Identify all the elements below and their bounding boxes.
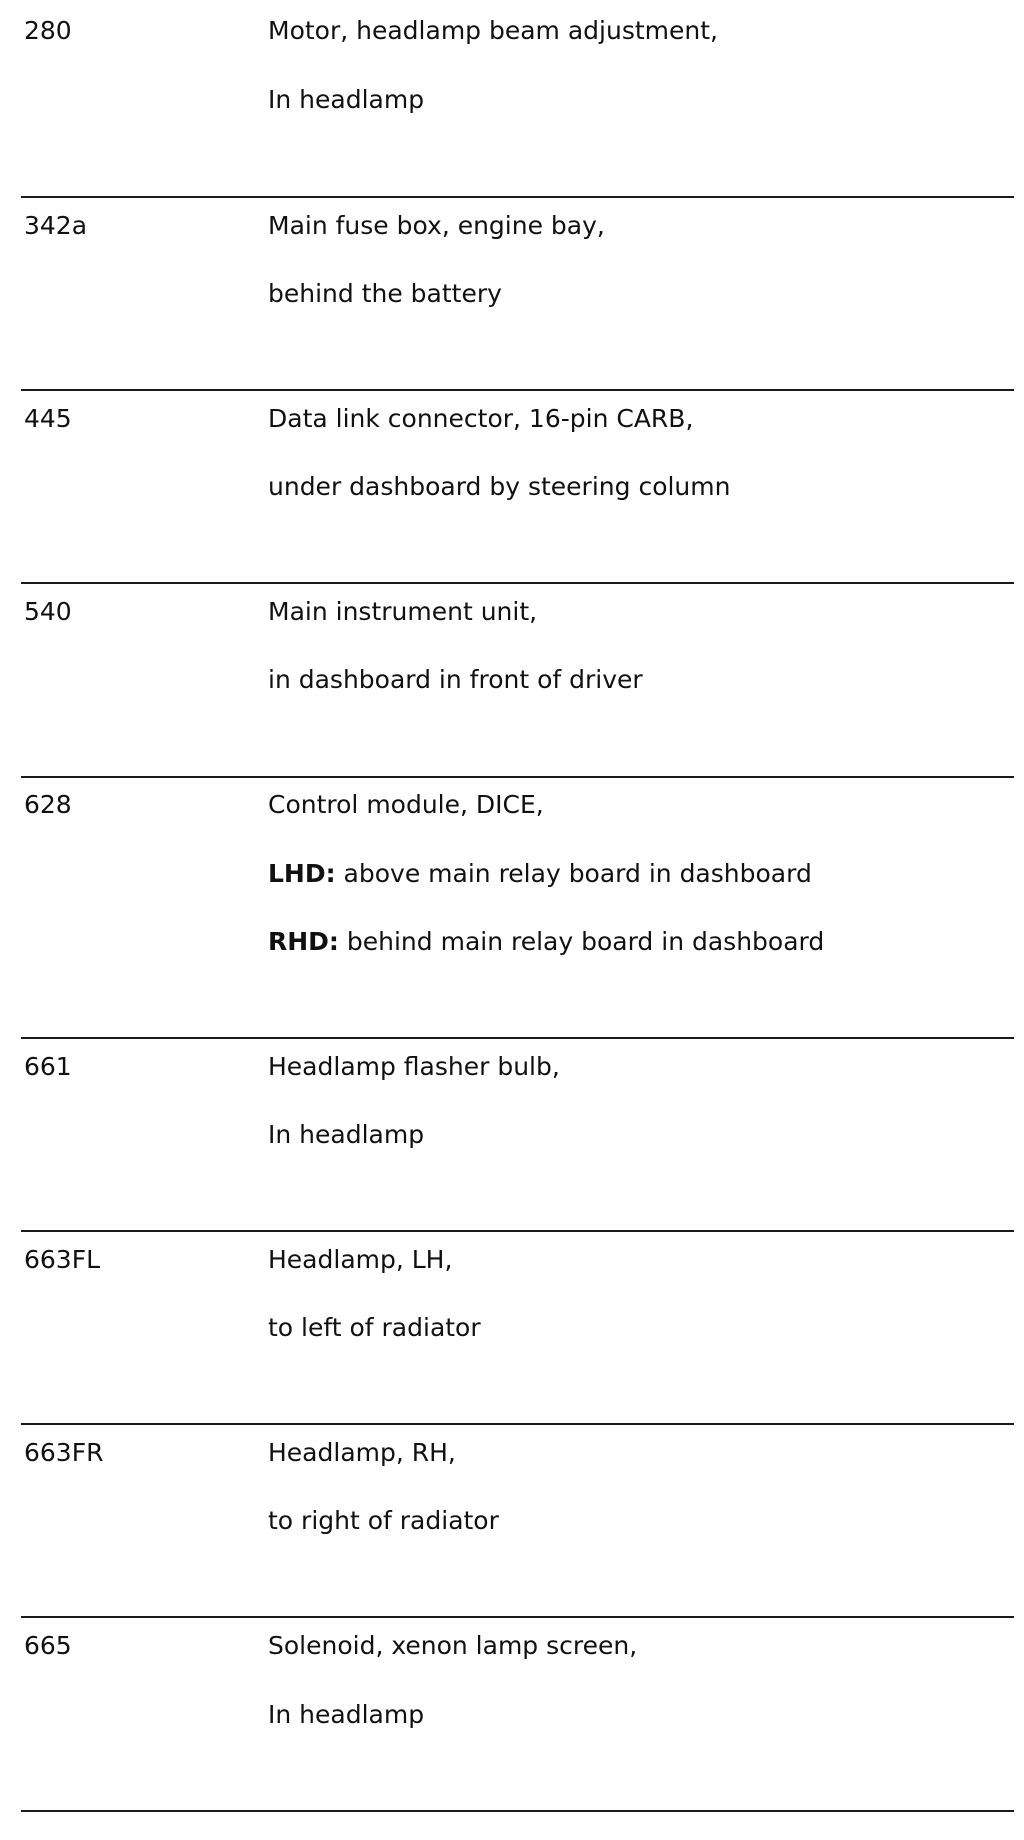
component-location: In headlamp: [268, 85, 425, 114]
row-divider: [21, 1037, 1014, 1039]
drive-side-tag: RHD:: [268, 927, 339, 956]
component-code: 540: [24, 597, 72, 626]
row-divider: [21, 1423, 1014, 1425]
component-description: Main fuse box, engine bay,: [268, 211, 605, 240]
component-location: In headlamp: [268, 1120, 425, 1149]
component-description: Motor, headlamp beam adjustment,: [268, 16, 718, 45]
component-code: 342a: [24, 211, 88, 240]
component-code: 663FL: [24, 1245, 101, 1274]
row-divider: [21, 776, 1014, 778]
component-location-rhd: [268, 927, 824, 957]
component-description: Main instrument unit,: [268, 597, 538, 626]
component-location: under dashboard by steering column: [268, 472, 731, 501]
row-divider: [21, 389, 1014, 391]
component-code: 663FR: [24, 1438, 104, 1467]
component-description: Solenoid, xenon lamp screen,: [268, 1631, 638, 1660]
component-location: in dashboard in front of driver: [268, 665, 643, 694]
component-location: behind the battery: [268, 279, 502, 308]
component-description: Control module, DICE,: [268, 790, 544, 819]
row-divider: [21, 1230, 1014, 1232]
component-location: to left of radiator: [268, 1313, 481, 1342]
component-location: In headlamp: [268, 1700, 425, 1729]
component-description: Headlamp, RH,: [268, 1438, 456, 1467]
row-divider: [21, 196, 1014, 198]
component-description: Headlamp, LH,: [268, 1245, 453, 1274]
row-divider: [21, 1810, 1014, 1812]
component-description: Headlamp flasher bulb,: [268, 1052, 560, 1081]
location-text: above main relay board in dashboard: [335, 859, 812, 888]
component-location: to right of radiator: [268, 1506, 499, 1535]
component-code: 445: [24, 404, 72, 433]
component-location-lhd: [268, 859, 812, 889]
component-description: Data link connector, 16-pin CARB,: [268, 404, 694, 433]
component-code: 665: [24, 1631, 72, 1660]
component-code: 628: [24, 790, 72, 819]
drive-side-tag: LHD:: [268, 859, 336, 888]
component-code: 661: [24, 1052, 72, 1081]
component-code: 280: [24, 16, 72, 45]
location-text: behind main relay board in dashboard: [338, 927, 825, 956]
row-divider: [21, 582, 1014, 584]
row-divider: [21, 1616, 1014, 1618]
